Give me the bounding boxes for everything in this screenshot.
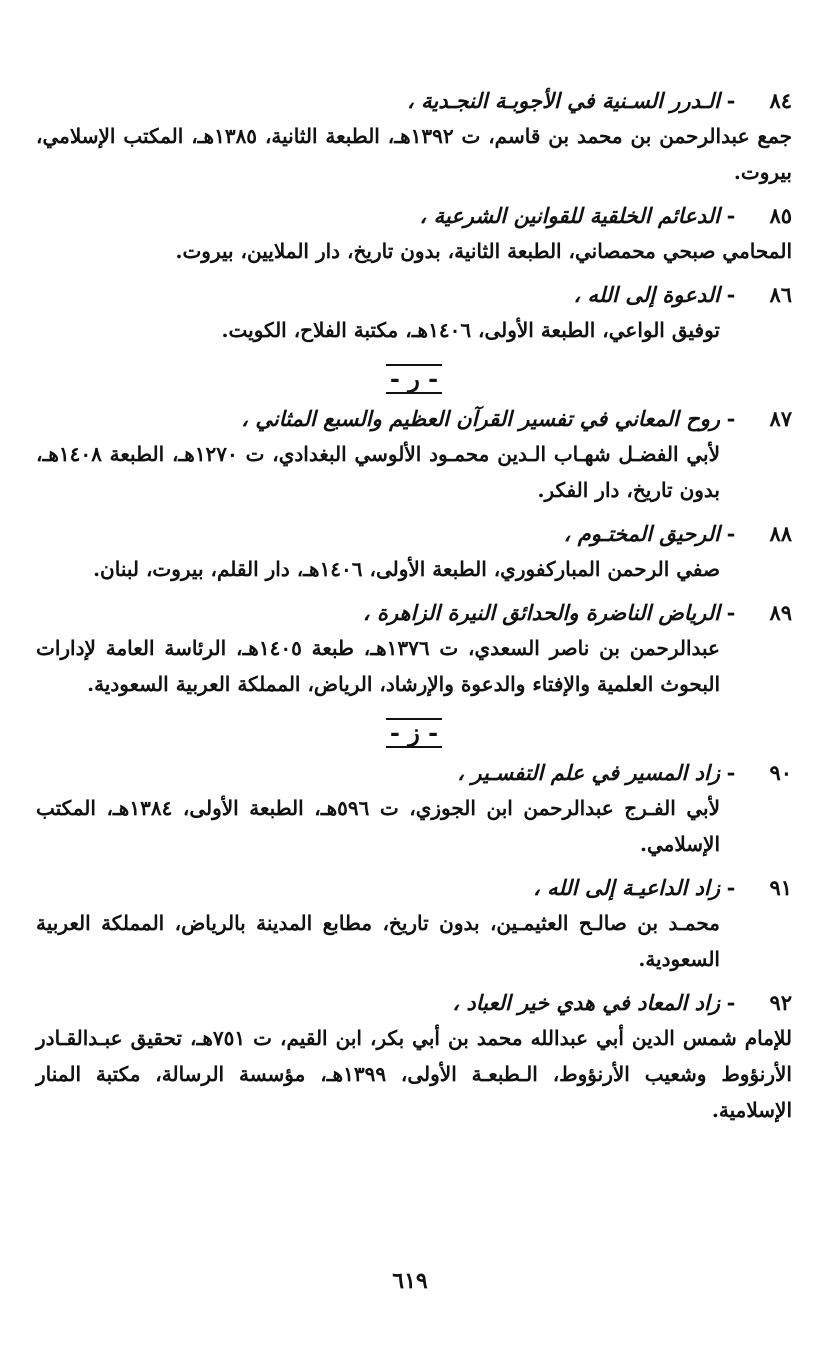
bibliography-entry — [36, 596, 792, 702]
entry-title: الدعائم الخلقية للقوانين الشرعية ، — [419, 203, 720, 228]
entry-dash: - — [726, 600, 736, 625]
section-heading-r — [36, 362, 792, 396]
entry-dash: - — [726, 760, 736, 785]
entries-group-a — [36, 84, 792, 348]
entry-title: الرحيق المختـوم ، — [563, 521, 720, 546]
entry-head — [36, 199, 792, 233]
page-number: ٦١٩ — [392, 1268, 428, 1294]
entry-title: روح المعاني في تفسير القرآن العظيم والسبع المثاني ، — [241, 406, 720, 431]
entry-number: ٩١ — [769, 875, 792, 900]
entry-details: صفي الرحمن المباركفوري، الطبعة الأولى، ١٤٠٦هـ، دار القلم، بيروت، لبنان. — [93, 557, 720, 581]
section-letter: - ر - — [386, 364, 442, 394]
entry-title: زاد الداعيـة إلى الله ، — [533, 875, 720, 900]
bibliography-entry — [36, 84, 792, 190]
entry-number: ٩٢ — [769, 990, 792, 1015]
bibliography-entry — [36, 986, 792, 1128]
entry-head — [36, 517, 792, 551]
entry-details: جمع عبدالرحمن بن محمد بن قاسم، ت ١٣٩٢هـ، الطبعة الثانية، ١٣٨٥هـ، المكتب الإسلامي، بيروت. — [36, 124, 792, 184]
bibliography-entry — [36, 871, 792, 977]
entry-title: زاد المسير في علم التفسـير ، — [457, 760, 720, 785]
entries-group-b — [36, 402, 792, 702]
entry-title: زاد المعاد في هدي خير العباد ، — [452, 990, 720, 1015]
entry-head — [36, 596, 792, 630]
bibliography-entry — [36, 402, 792, 508]
entry-details: توفيق الواعي، الطبعة الأولى، ١٤٠٦هـ، مكتبة الفلاح، الكويت. — [221, 318, 720, 342]
entry-head — [36, 986, 792, 1020]
bibliography-entry — [36, 278, 792, 348]
bibliography-page — [36, 84, 792, 1137]
entry-number: ٨٦ — [769, 282, 792, 307]
entry-head — [36, 402, 792, 436]
bibliography-entry — [36, 199, 792, 269]
entry-number: ٨٤ — [769, 88, 792, 113]
entry-head — [36, 84, 792, 118]
entry-details: محمـد بن صالـح العثيمـين، بدون تاريخ، مطابع المدينة بالرياض، المملكة العربية السعودية. — [36, 911, 720, 971]
section-heading-z — [36, 716, 792, 750]
entry-dash: - — [726, 88, 736, 113]
entry-title: الـدرر السـنية في الأجوبـة النجـدية ، — [407, 88, 720, 113]
entries-group-c — [36, 756, 792, 1128]
bibliography-entry — [36, 517, 792, 587]
entry-head — [36, 871, 792, 905]
entry-dash: - — [726, 990, 736, 1015]
bibliography-entry — [36, 756, 792, 862]
entry-dash: - — [726, 875, 736, 900]
entry-title: الرياض الناضرة والحدائق النيرة الزاهرة ، — [362, 600, 720, 625]
entry-details: المحامي صبحي محمصاني، الطبعة الثانية، بدون تاريخ، دار الملايين، بيروت. — [175, 239, 792, 263]
entry-head — [36, 278, 792, 312]
entry-details: لأبي الفضـل شهـاب الـدين محمـود الألوسي البغدادي، ت ١٢٧٠هـ، الطبعة ١٤٠٨هـ، بدون تاريخ، دار الفكر. — [36, 442, 720, 502]
entry-details: عبدالرحمن بن ناصر السعدي، ت ١٣٧٦هـ، طبعة ١٤٠٥هـ، الرئاسة العامة لإدارات البحوث العلمية والإفتاء والدعوة والإرشاد، الرياض، المملكة العربية السعودية. — [36, 636, 720, 696]
entry-number: ٩٠ — [769, 760, 792, 785]
section-letter: - ز - — [386, 718, 442, 748]
entry-dash: - — [726, 282, 736, 307]
entry-head — [36, 756, 792, 790]
entry-details: للإمام شمس الدين أبي عبدالله محمد بن أبي بكر، ابن القيم، ت ٧٥١هـ، تحقيق عبـدالقـادر الأرنؤوط وشعيب الأرنؤوط، الـطبعـة الأولى، ١٣٩٩هـ، مؤسسة الرسالة، مكتبة المنار الإسلامية. — [36, 1026, 792, 1122]
entry-dash: - — [726, 203, 736, 228]
entry-title: الدعوة إلى الله ، — [573, 282, 720, 307]
entry-dash: - — [726, 406, 736, 431]
entry-number: ٨٨ — [769, 521, 792, 546]
entry-details: لأبي الفـرج عبدالرحمن ابن الجوزي، ت ٥٩٦هـ، الطبعة الأولى، ١٣٨٤هـ، المكتب الإسلامي. — [36, 796, 720, 856]
entry-number: ٨٥ — [769, 203, 792, 228]
entry-number: ٨٧ — [769, 406, 792, 431]
entry-dash: - — [726, 521, 736, 546]
entry-number: ٨٩ — [769, 600, 792, 625]
